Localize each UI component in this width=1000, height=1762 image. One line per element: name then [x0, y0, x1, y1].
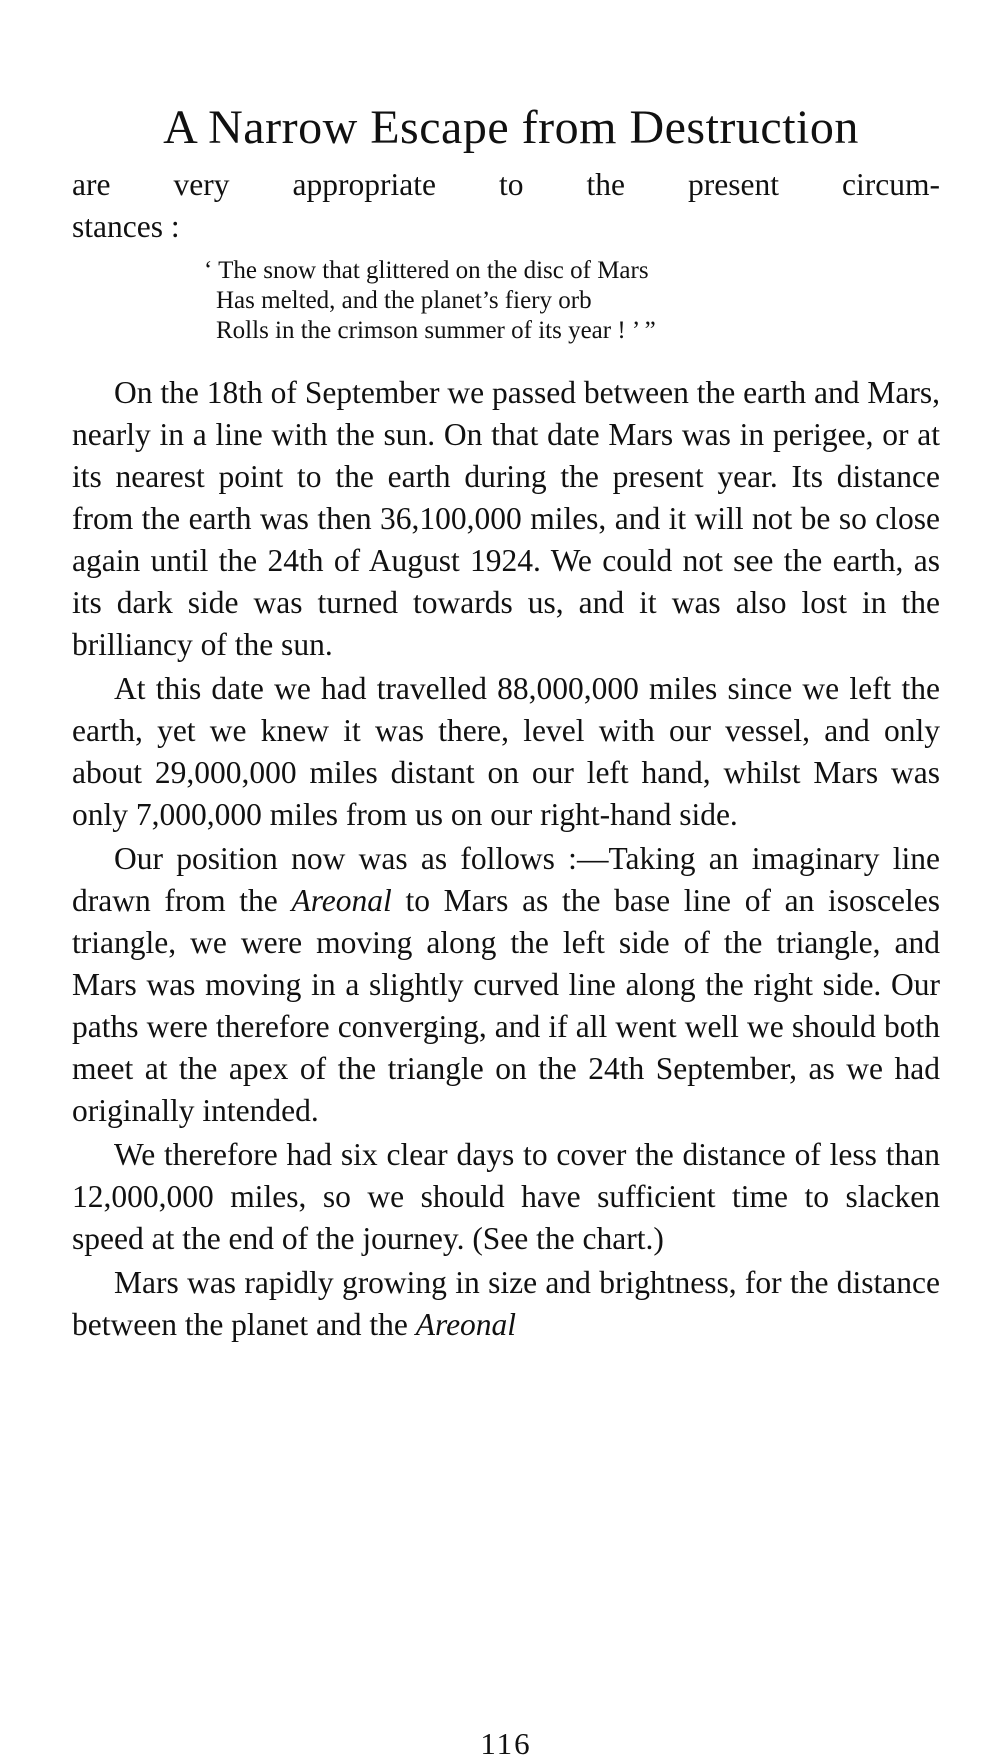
paragraph-growing — [72, 1262, 940, 1346]
paragraph-position-text-b: to Mars as the base line of an isosceles triangle, we were moving along the left side of the triangle, and Mars was moving in a slightly curved line along the right side. Our paths were therefore converging, and if all went well we should both meet at the apex of the triangle on the 24th September, as we had originally intended. — [72, 883, 940, 1128]
paragraph-six-days: We therefore had six clear days to cover the distance of less than 12,000,000 miles, so we should have sufficient time to slacken speed at the end of the journey. (See the chart.) — [72, 1137, 940, 1256]
verse-line-3: Rolls in the crimson summer of its year ! ’ ” — [216, 317, 656, 344]
paragraph-distance: At this date we had travelled 88,000,000 miles since we left the earth, yet we knew it was there, level with our vessel, and only about 29,000,000 miles distant on our left hand, whilst Mars was only 7,000,000 miles from us on our right-hand side. — [72, 671, 940, 832]
verse-line-2: Has melted, and the planet’s fiery orb — [216, 287, 592, 314]
verse-quote — [204, 256, 940, 346]
ship-name: Areonal — [415, 1307, 517, 1342]
paragraph-perigee: On the 18th of September we passed between the earth and Mars, nearly in a line with the sun. On that date Mars was in perigee, or at its nearest point to the earth during the present year. Its distance from the earth was then 36,100,000 miles, and it will not be so close again until the 24th of August 1924. We could not see the earth, as its dark side was turned towards us, and it was also lost in the brilliancy of the sun. — [72, 375, 940, 662]
continuation-line-1: are very appropriate to the present circum- — [72, 167, 940, 202]
book-page — [72, 100, 940, 1761]
paragraph-position-text-a: Our position now was as follows :—Taking an imaginary line drawn from the — [72, 841, 940, 918]
paragraph-growing-text: Mars was rapidly growing in size and brightness, for the distance between the planet and the — [72, 1265, 940, 1342]
verse-line-1: ‘ The snow that glittered on the disc of Mars — [204, 257, 649, 284]
ship-name: Areonal — [291, 883, 392, 918]
paragraph-position — [72, 838, 940, 1132]
running-head: A Narrow Escape from Destruction — [163, 101, 859, 154]
continuation-line-2: stances : — [72, 209, 180, 244]
page-number: 116 — [480, 1726, 532, 1761]
